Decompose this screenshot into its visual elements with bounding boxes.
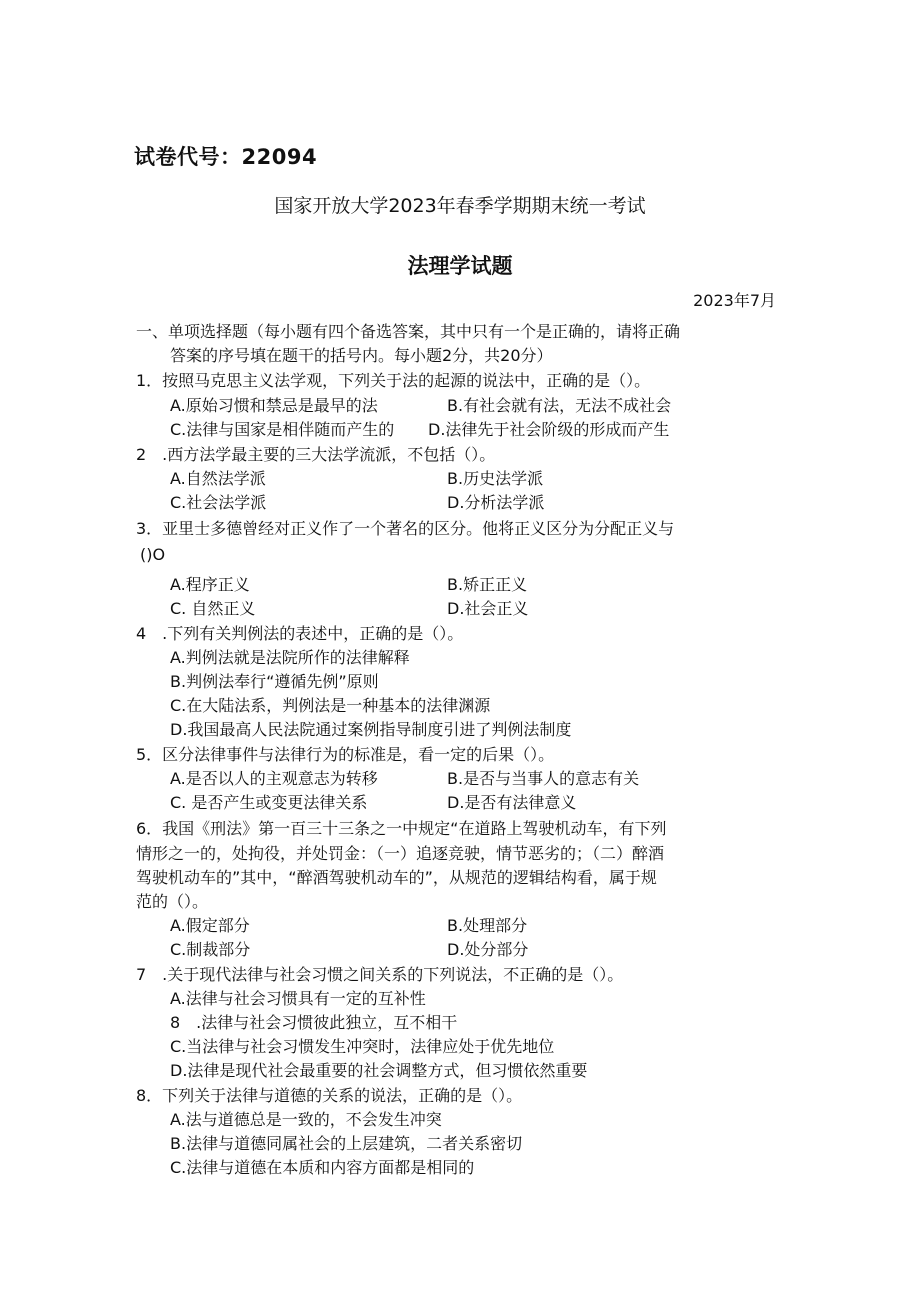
exam-code: 试卷代号：22094 [134,145,318,169]
option-c: C. 是否产生或变更法律关系 [170,793,368,812]
question-stem-cont: 范的（）。 [136,892,209,911]
option-d: D.法律先于社会阶级的形成而产生 [428,420,670,439]
option-d: D.法律是现代社会最重要的社会调整方式，但习惯依然重要 [170,1061,588,1080]
option-b: B.历史法学派 [447,469,544,488]
option-b: 8 .法律与社会习惯彼此独立，互不相干 [170,1013,458,1032]
option-a: A.原始习惯和禁忌是最早的法 [170,396,378,415]
option-a: A.判例法就是法院所作的法律解释 [170,648,410,667]
question-stem-cont: 驾驶机动车的”其中，“醉酒驾驶机动车的”，从规范的逻辑结构看，属于规 [136,868,657,887]
option-c: C.当法律与社会习惯发生冲突时，法律应处于优先地位 [170,1037,555,1056]
option-d: D.是否有法律意义 [447,793,577,812]
option-a: A.法与道德总是一致的，不会发生冲突 [170,1110,442,1129]
option-a: A.自然法学派 [170,469,266,488]
question-stem-cont: 情形之一的，处拘役，并处罚金：（一）追逐竞驶，情节恶劣的；（二）醉酒 [136,844,665,863]
question-stem: 2 .西方法学最主要的三大法学流派，不包括（）。 [136,445,496,464]
option-d: D.处分部分 [447,940,529,959]
question-stem: 7 .关于现代法律与社会习惯之间关系的下列说法，不正确的是（）。 [136,965,624,984]
option-c: C.在大陆法系，判例法是一种基本的法律渊源 [170,696,491,715]
option-b: B.处理部分 [447,916,528,935]
option-c: C.法律与道德在本质和内容方面都是相同的 [170,1158,475,1177]
exam-title: 国家开放大学2023年春季学期期末统一考试 [274,195,646,217]
option-a: A.程序正义 [170,575,250,594]
option-b: B.有社会就有法，无法不成社会 [447,396,672,415]
exam-date: 2023年7月 [693,291,776,310]
question-stem: 3．亚里士多德曾经对正义作了一个著名的区分。他将正义区分为分配正义与 [136,519,675,538]
option-d: D.我国最高人民法院通过案例指导制度引进了判例法制度 [170,720,572,739]
section-heading: 一、单项选择题（每小题有四个备选答案，其中只有一个是正确的，请将正确 [136,322,681,341]
option-b: B.矫正正义 [447,575,528,594]
option-c: C.制裁部分 [170,940,251,959]
section-heading-cont: 答案的序号填在题干的括号内。每小题2分，共20分） [170,346,553,365]
option-c: C.社会法学派 [170,493,267,512]
option-b: B.是否与当事人的意志有关 [447,769,640,788]
question-stem: 6．我国《刑法》第一百三十三条之一中规定“在道路上驾驶机动车，有下列 [136,819,667,838]
question-stem: 1．按照马克思主义法学观，下列关于法的起源的说法中，正确的是（）。 [136,371,651,390]
question-stem: 5．区分法律事件与法律行为的标准是，看一定的后果（）。 [136,745,555,764]
option-c: C. 自然正义 [170,599,256,618]
subject-title: 法理学试题 [407,254,513,278]
option-a: A.法律与社会习惯具有一定的互补性 [170,989,426,1008]
option-a: A.是否以人的主观意志为转移 [170,769,378,788]
option-b: B.判例法奉行“遵循先例”原则 [170,672,379,691]
option-d: D.分析法学派 [447,493,545,512]
question-stem-blank: ()O [140,545,166,564]
option-c: C.法律与国家是相伴随而产生的 [170,420,395,439]
question-stem: 4 .下列有关判例法的表述中，正确的是（）。 [136,624,464,643]
option-d: D.社会正义 [447,599,529,618]
option-a: A.假定部分 [170,916,250,935]
option-b: B.法律与道德同属社会的上层建筑，二者关系密切 [170,1134,523,1153]
question-stem: 8．下列关于法律与道德的关系的说法，正确的是（）。 [136,1086,523,1105]
